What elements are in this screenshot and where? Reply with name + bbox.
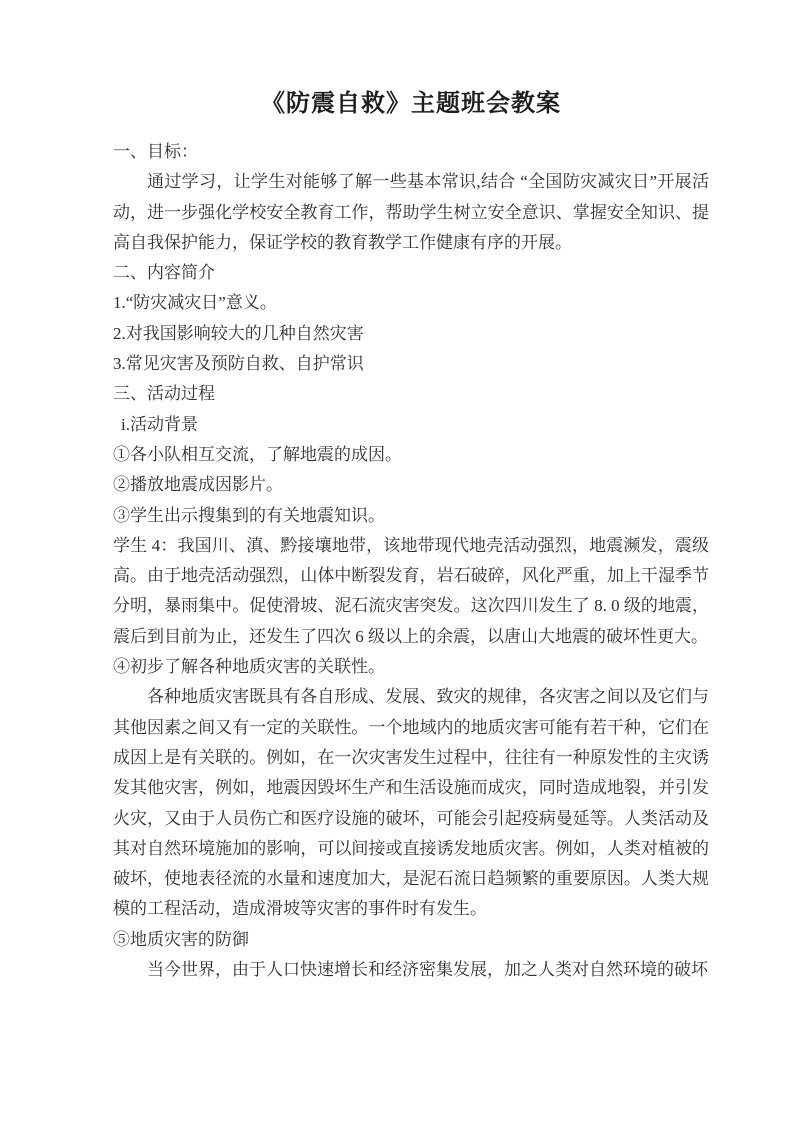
paragraph: 当今世界，由于人口快速增长和经济密集发展，加之人类对自然环境的破坏 bbox=[147, 960, 708, 980]
paragraph: 3.常见灾害及预防自救、自护常识 bbox=[113, 354, 364, 374]
paragraph: ②播放地震成因影片。 bbox=[113, 475, 283, 495]
document-body bbox=[113, 137, 709, 985]
paragraph: ⑤地质灾害的防御 bbox=[113, 929, 249, 949]
paragraph: ①各小队相互交流，了解地震的成因。 bbox=[113, 444, 402, 464]
document-title: 《防震自救》主题班会教案 bbox=[261, 91, 561, 117]
paragraph: 1.“防灾减灾日”意义。 bbox=[113, 293, 277, 313]
paragraph: i.活动背景 bbox=[121, 414, 198, 434]
paragraph: 通过学习，让学生对能够了解一些基本常识,结合 “全国防灾减灾日”开展活动，进一步强化学校安全教育工作，帮助学生树立安全意识、掌握安全知识、提高自我保护能力，保证学校的教育教学工作健康有序的开展。 bbox=[113, 172, 709, 252]
paragraph: 二、内容简介 bbox=[113, 263, 215, 283]
paragraph: 2.对我国影响较大的几种自然灾害 bbox=[113, 323, 364, 343]
paragraph: 一、目标： bbox=[113, 142, 198, 161]
paragraph: 学生 4：我国川、滇、黔接壤地带，该地带现代地壳活动强烈，地震濒发，震级高。由于地壳活动强烈，山体中断裂发育，岩石破碎，风化严重，加上干湿季节分明，暴雨集中。促使滑坡、泥石流灾害突发。这次四川发生了 8. 0 级的地震，震后到目前为止，还发生了四次 6 级以上的余震，以唐山大地震的破坏性更大。 bbox=[113, 535, 709, 646]
paragraph: ③学生出示搜集到的有关地震知识。 bbox=[113, 505, 385, 525]
paragraph: ④初步了解各种地质灾害的关联性。 bbox=[113, 657, 385, 677]
paragraph: 三、活动过程 bbox=[113, 384, 215, 404]
paragraph: 各种地质灾害既具有各自形成、发展、致灾的规律，各灾害之间以及它们与其他因素之间又有一定的关联性。一个地域内的地质灾害可能有若干种，它们在成因上是有关联的。例如，在一次灾害发生过程中，往往有一种原发性的主灾诱发其他灾害，例如，地震因毁坏生产和生活设施而成灾，同时造成地裂，并引发火灾，又由于人员伤亡和医疗设施的破坏，可能会引起疫病曼延等。人类活动及其对自然环境施加的影响，可以间接或直接诱发地质灾害。例如，人类对植被的破坏，使地表径流的水量和速度加大，是泥石流日趋频繁的重要原因。人类大规模的工程活动，造成滑坡等灾害的事件时有发生。 bbox=[113, 687, 709, 919]
